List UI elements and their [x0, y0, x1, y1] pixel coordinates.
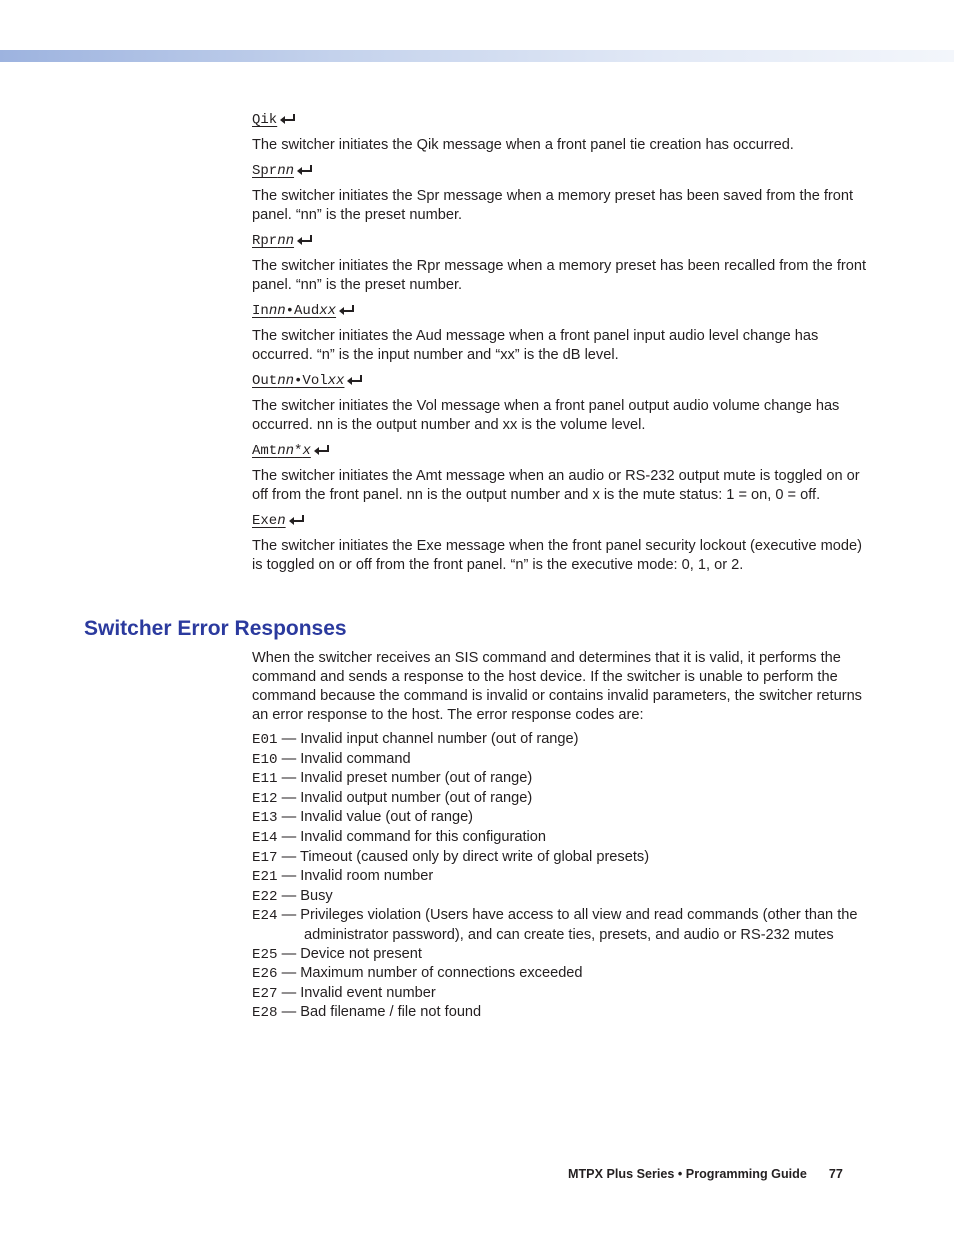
- error-code: E22: [252, 888, 278, 905]
- message-description: The switcher initiates the Aud message when a front panel input audio level change has occurred. “n” is the input number and “xx” is the dB level.: [252, 328, 819, 363]
- error-code: E24: [252, 908, 278, 925]
- list-item: E22 — Busy: [252, 887, 333, 905]
- error-description: Bad filename / file not found: [300, 1004, 482, 1021]
- header-gradient-bar: [0, 50, 954, 62]
- message-description: The switcher initiates the Amt message when an audio or RS-232 output mute is toggled on or off from the front panel. nn is the output number and x is the mute status: 1 = on, 0 = off.: [252, 468, 860, 503]
- message-entry: [252, 301, 872, 365]
- list-item: E28 — Bad filename / file not found: [252, 1004, 482, 1022]
- guide-title: MTPX Plus Series • Programming Guide: [568, 1167, 807, 1181]
- message-description: The switcher initiates the Exe message when the front panel security lockout (executive mode) is toggled on or off from the front panel. “n” is the executive mode: 0, 1, or 2.: [252, 538, 862, 573]
- page-number: 77: [828, 1167, 843, 1181]
- error-code: E14: [252, 829, 278, 846]
- message-description: The switcher initiates the Rpr message when a memory preset has been recalled from the front panel. “nn” is the preset number.: [252, 258, 867, 293]
- list-item: E27 — Invalid event number: [252, 984, 436, 1002]
- return-icon: [313, 444, 331, 456]
- error-code: E01: [252, 732, 278, 748]
- list-item: E14 — Invalid command for this configuration: [252, 828, 547, 846]
- section-heading: Switcher Error Responses: [84, 617, 347, 640]
- error-description: Device not present: [300, 945, 422, 962]
- section-intro: When the switcher receives an SIS command and determines that it is valid, it performs the command and sends a response to the host device. If the switcher is unable to perform the command because the command is invalid or contains invalid parameters, the switcher returns an error response to the host. The error response codes are:: [252, 650, 862, 723]
- error-description: Invalid preset number (out of range): [300, 770, 533, 787]
- return-icon: [296, 234, 314, 246]
- message-description: The switcher initiates the Qik message when a front panel tie creation has occurred.: [252, 137, 794, 153]
- command-syntax: Amtnn*x: [252, 442, 331, 461]
- error-description: Invalid value (out of range): [300, 809, 474, 826]
- error-description: Privileges violation (Users have access to all view and read commands (other than the administrator password), and can create ties, presets, and audio or RS-232 mutes: [300, 907, 858, 943]
- error-code: E12: [252, 790, 278, 807]
- list-item: E24 — Privileges violation (Users have access to all view and read commands (other than the administrator password), and can create ties, presets, and audio or RS-232 mutes: [252, 907, 858, 943]
- message-list: [252, 110, 872, 581]
- list-item: E01 — Invalid input channel number (out of range): [252, 731, 579, 748]
- message-entry: [252, 231, 872, 295]
- message-entry: [252, 371, 872, 435]
- error-code: E28: [252, 1005, 278, 1022]
- command-syntax: Outnn•Volxx: [252, 372, 364, 391]
- error-description: Busy: [300, 887, 333, 904]
- message-description: The switcher initiates the Vol message when a front panel output audio volume change has occurred. nn is the output number and xx is the volume level.: [252, 398, 840, 433]
- command-syntax: Qik: [252, 111, 297, 130]
- error-code: E10: [252, 751, 278, 768]
- error-description: Timeout (caused only by direct write of global presets): [300, 848, 650, 865]
- page-footer: [568, 1167, 843, 1181]
- message-entry: [252, 441, 872, 505]
- error-code: E25: [252, 946, 278, 963]
- command-syntax: Sprnn: [252, 162, 314, 181]
- list-item: E13 — Invalid value (out of range): [252, 809, 474, 827]
- list-item: E12 — Invalid output number (out of range): [252, 789, 533, 807]
- return-icon: [346, 374, 364, 386]
- list-item: E10 — Invalid command: [252, 750, 411, 768]
- error-description: Maximum number of connections exceeded: [300, 965, 583, 982]
- error-description: Invalid event number: [300, 984, 436, 1001]
- error-description: Invalid room number: [300, 868, 434, 885]
- list-item: E11 — Invalid preset number (out of range): [252, 770, 533, 788]
- error-code-list: [252, 730, 872, 1023]
- return-icon: [288, 514, 306, 526]
- command-syntax: Rprnn: [252, 232, 314, 251]
- command-syntax: Innn•Audxx: [252, 302, 356, 321]
- list-item: E25 — Device not present: [252, 945, 422, 963]
- list-item: E26 — Maximum number of connections exceeded: [252, 965, 583, 983]
- error-code: E17: [252, 849, 278, 866]
- error-description: Invalid output number (out of range): [300, 789, 533, 806]
- error-description: Invalid command for this configuration: [300, 828, 547, 845]
- message-entry: [252, 511, 872, 575]
- list-item: E21 — Invalid room number: [252, 868, 434, 886]
- return-icon: [338, 304, 356, 316]
- message-entry: [252, 110, 872, 155]
- command-syntax: Exen: [252, 512, 306, 531]
- error-code: E11: [252, 771, 278, 788]
- error-description: Invalid command: [300, 750, 411, 767]
- error-code: E26: [252, 966, 278, 983]
- message-entry: [252, 161, 872, 225]
- error-code: E27: [252, 985, 278, 1002]
- list-item: E17 — Timeout (caused only by direct write of global presets): [252, 848, 650, 866]
- error-description: Invalid input channel number (out of range): [300, 731, 579, 747]
- return-icon: [296, 164, 314, 176]
- message-description: The switcher initiates the Spr message when a memory preset has been saved from the front panel. “nn” is the preset number.: [252, 188, 854, 223]
- return-icon: [279, 113, 297, 125]
- error-code: E21: [252, 869, 278, 886]
- error-code: E13: [252, 810, 278, 827]
